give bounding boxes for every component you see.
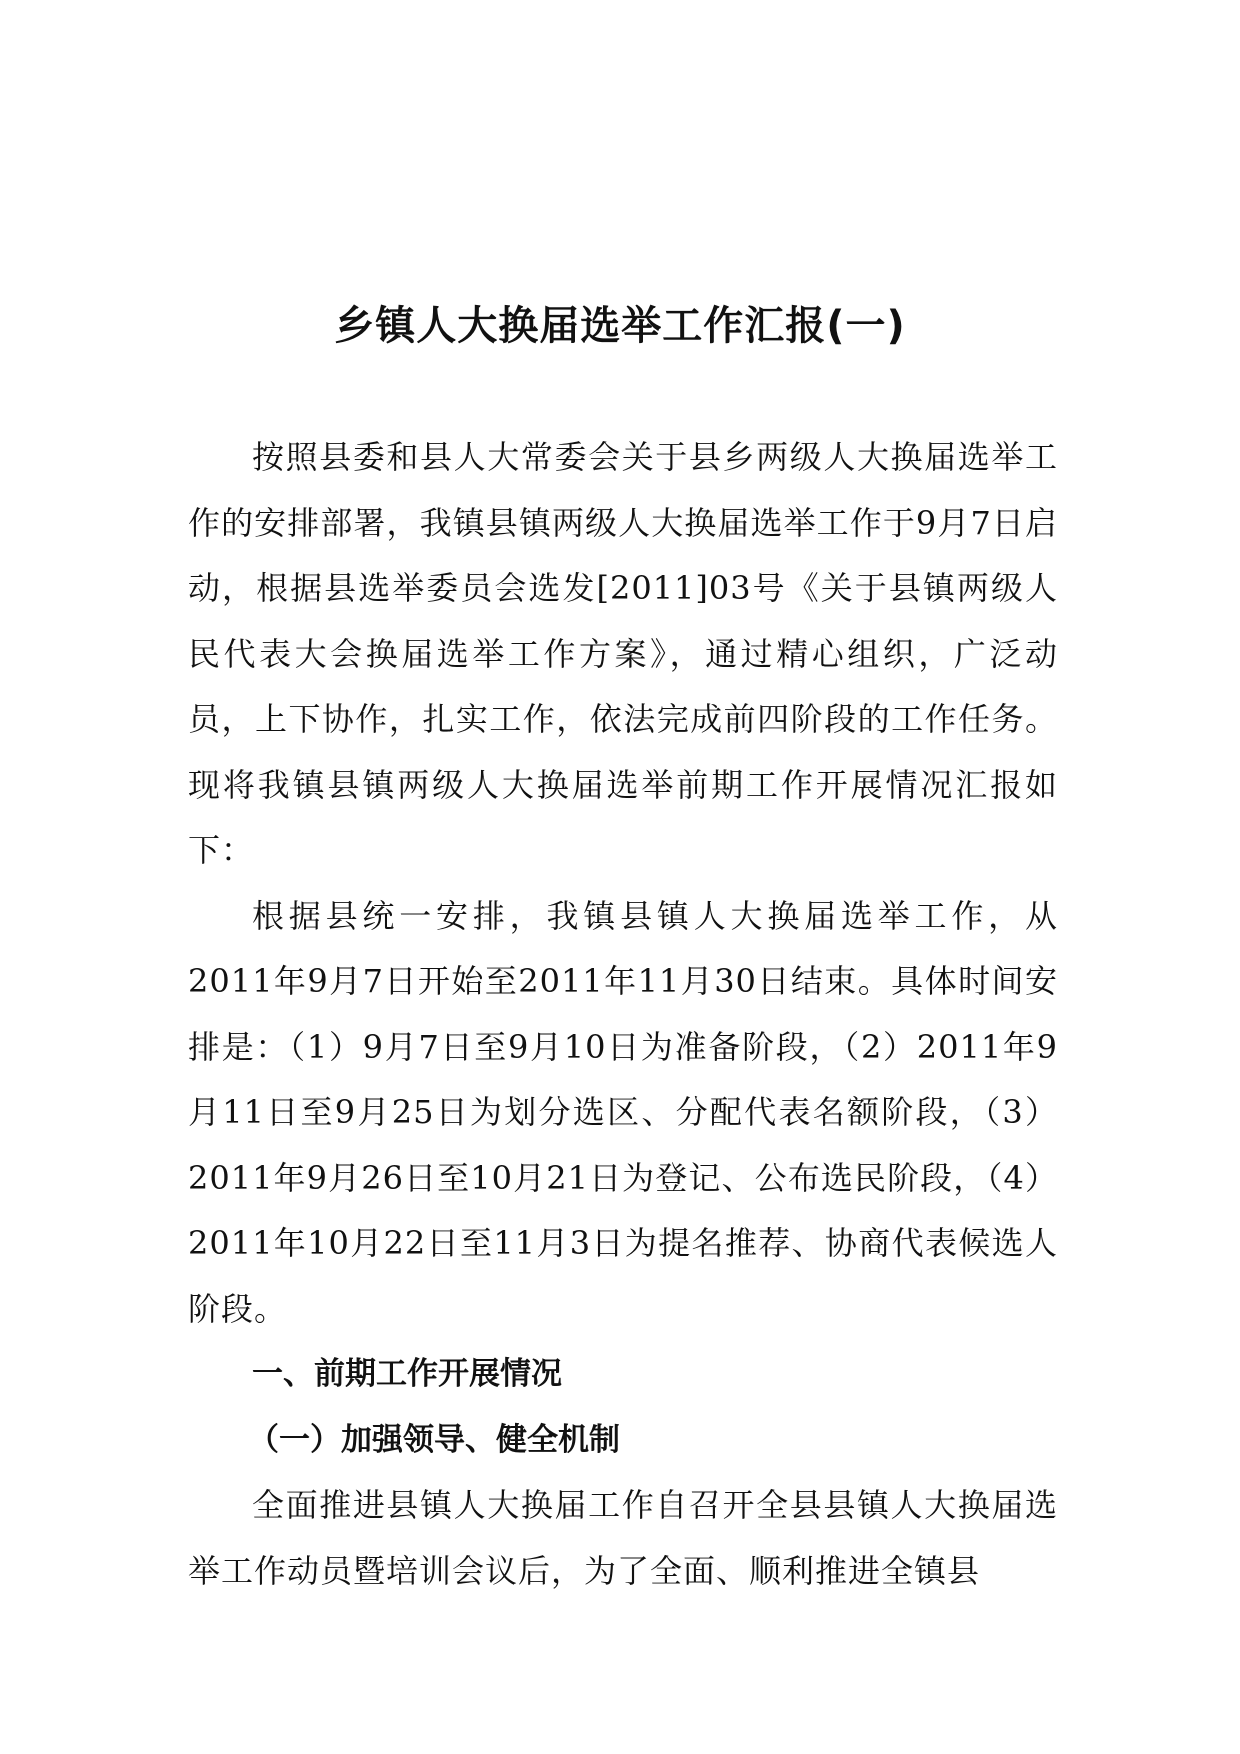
schedule-paragraph: 根据县统一安排，我镇县镇人大换届选举工作，从2011年9月7日开始至2011年11月30日结束。具体时间安排是：（1）9月7日至9月10日为准备阶段，（2）2011年9月11日至9月25日为划分选区、分配代表名额阶段，（3）2011年9月26日至10月21日为登记、公布选民阶段，（4）2011年10月22日至11月3日为提名推荐、协商代表候选人阶段。 [188, 896, 1058, 1328]
section-heading-1: 一、前期工作开展情况 [252, 1356, 562, 1392]
section-1-paragraph: 全面推进县镇人大换届工作自召开全县县镇人大换届选举工作动员暨培训会议后，为了全面、顺利推进全镇县 [188, 1486, 1058, 1590]
document-body [188, 425, 1058, 1604]
subsection-heading-1-1: （一）加强领导、健全机制 [248, 1421, 620, 1458]
document-title: 乡镇人大换届选举工作汇报(一) [334, 303, 906, 349]
intro-paragraph: 按照县委和县人大常委会关于县乡两级人大换届选举工作的安排部署，我镇县镇两级人大换届选举工作于9月7日启动，根据县选举委员会选发[2011]03号《关于县镇两级人民代表大会换届选举工作方案》，通过精心组织，广泛动员，上下协作，扎实工作，依法完成前四阶段的工作任务。现将我镇县镇两级人大换届选举前期工作开展情况汇报如下： [188, 438, 1058, 869]
